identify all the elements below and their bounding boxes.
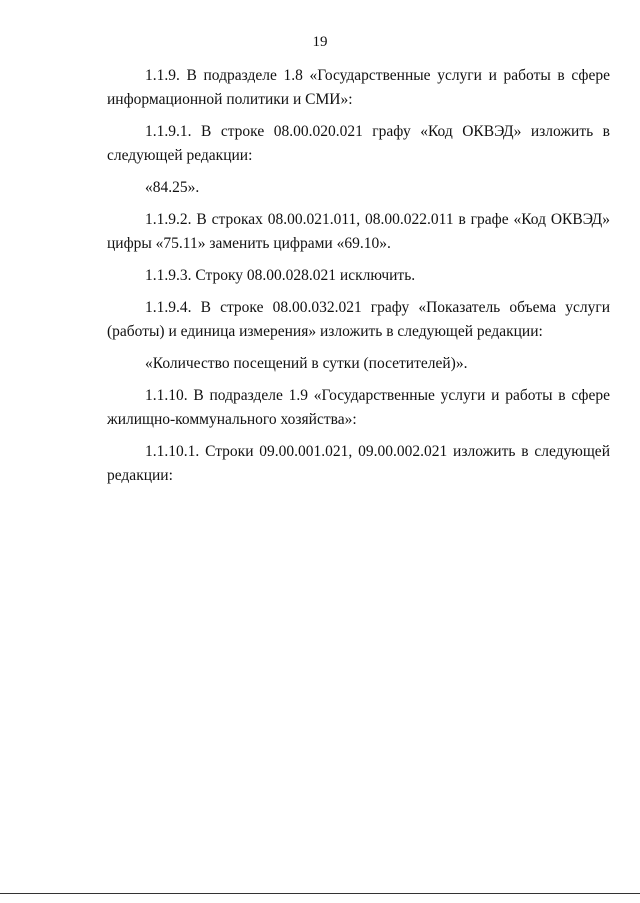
paragraph-1-1-10: 1.1.10. В подразделе 1.9 «Государственные услуги и работы в сфере жилищно-коммунального хозяйства»: <box>107 387 610 428</box>
page-number: 19 <box>312 34 328 50</box>
paragraph-1-1-9-4: 1.1.9.4. В строке 08.00.032.021 графу «Показатель объема услуги (работы) и единица измерения» изложить в следующей редакции: <box>107 299 610 340</box>
paragraph-indicator-value: «Количество посещений в сутки (посетителей)». <box>145 355 468 372</box>
paragraph-1-1-9-3: 1.1.9.3. Строку 08.00.028.021 исключить. <box>145 267 416 284</box>
page-bottom-rule <box>0 893 640 894</box>
paragraph-1-1-9-2: 1.1.9.2. В строках 08.00.021.011, 08.00.022.011 в графе «Код ОКВЭД» цифры «75.11» заменить цифрами «69.10». <box>107 211 610 252</box>
paragraph-1-1-9-1: 1.1.9.1. В строке 08.00.020.021 графу «Код ОКВЭД» изложить в следующей редакции: <box>107 123 610 164</box>
document-body <box>107 64 610 496</box>
paragraph-okved-value: «84.25». <box>145 179 200 196</box>
paragraph-1-1-10-1: 1.1.10.1. Строки 09.00.001.021, 09.00.002.021 изложить в следующей редакции: <box>107 443 610 484</box>
paragraph-1-1-9: 1.1.9. В подразделе 1.8 «Государственные услуги и работы в сфере информационной политики и СМИ»: <box>107 67 610 108</box>
